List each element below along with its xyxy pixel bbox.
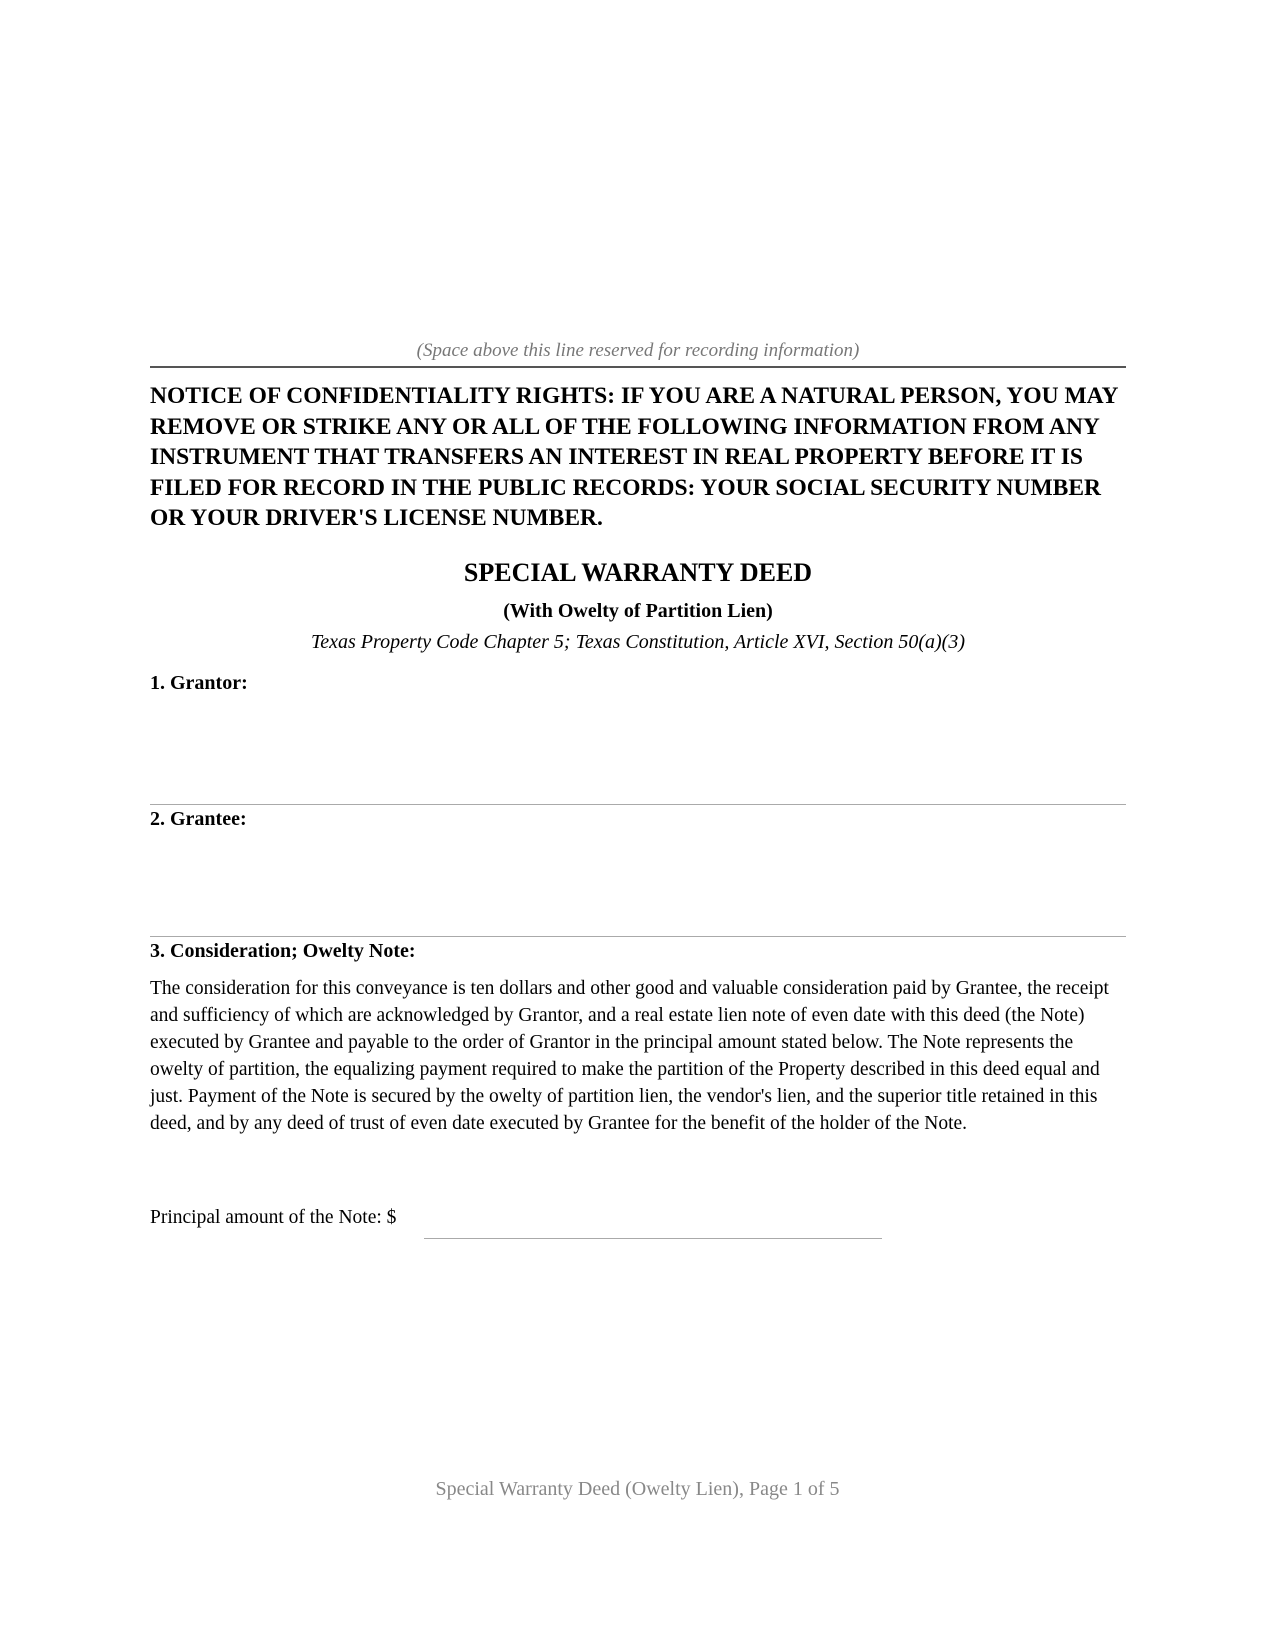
- recording-space-note: (Space above this line reserved for recording information): [416, 340, 860, 361]
- statutory-authority: Texas Property Code Chapter 5; Texas Constitution, Article XVI, Section 50(a)(3): [310, 631, 965, 653]
- document-subtitle: (With Owelty of Partition Lien): [503, 600, 773, 622]
- principal-amount-label: Principal amount of the Note: $: [150, 1207, 397, 1228]
- consideration-paragraph: The consideration for this conveyance is ten dollars and other good and valuable consideration paid by Grantee, the receipt and sufficiency of which are acknowledged by Grantor, and a real estate lien note of even date with this deed (the Note) executed by Grantee and payable to the order of Grantor in the principal amount stated below. The Note represents the owelty of partition, the equalizing payment required to make the partition of the Property described in this deed equal and just. Payment of the Note is secured by the owelty of partition lien, the vendor's lien, and the superior title retained in this deed, and by any deed of trust of even date executed by Grantee for the benefit of the holder of the Note.: [150, 978, 1109, 1134]
- recording-space-divider: [150, 366, 1126, 368]
- document-title: SPECIAL WARRANTY DEED: [463, 558, 813, 587]
- principal-amount-field[interactable]: [424, 1238, 882, 1239]
- confidentiality-notice: NOTICE OF CONFIDENTIALITY RIGHTS: IF YOU ARE A NATURAL PERSON, YOU MAY REMOVE OR STRIKE ANY OR ALL OF THE FOLLOWING INFORMATION FROM ANY INSTRUMENT THAT TRANSFERS AN INTEREST IN REAL PROPERTY BEFORE IT IS FILED FOR RECORD IN THE PUBLIC RECORDS: YOUR SOCIAL SECURITY NUMBER OR YOUR DRIVER'S LICENSE NUMBER.: [150, 383, 1118, 531]
- grantor-field-line[interactable]: [150, 804, 1126, 805]
- grantor-heading: 1. Grantor:: [150, 672, 248, 694]
- page-footer: Special Warranty Deed (Owelty Lien), Page 1 of 5: [435, 1478, 840, 1500]
- consideration-heading: 3. Consideration; Owelty Note:: [150, 940, 416, 962]
- grantee-heading: 2. Grantee:: [150, 808, 247, 830]
